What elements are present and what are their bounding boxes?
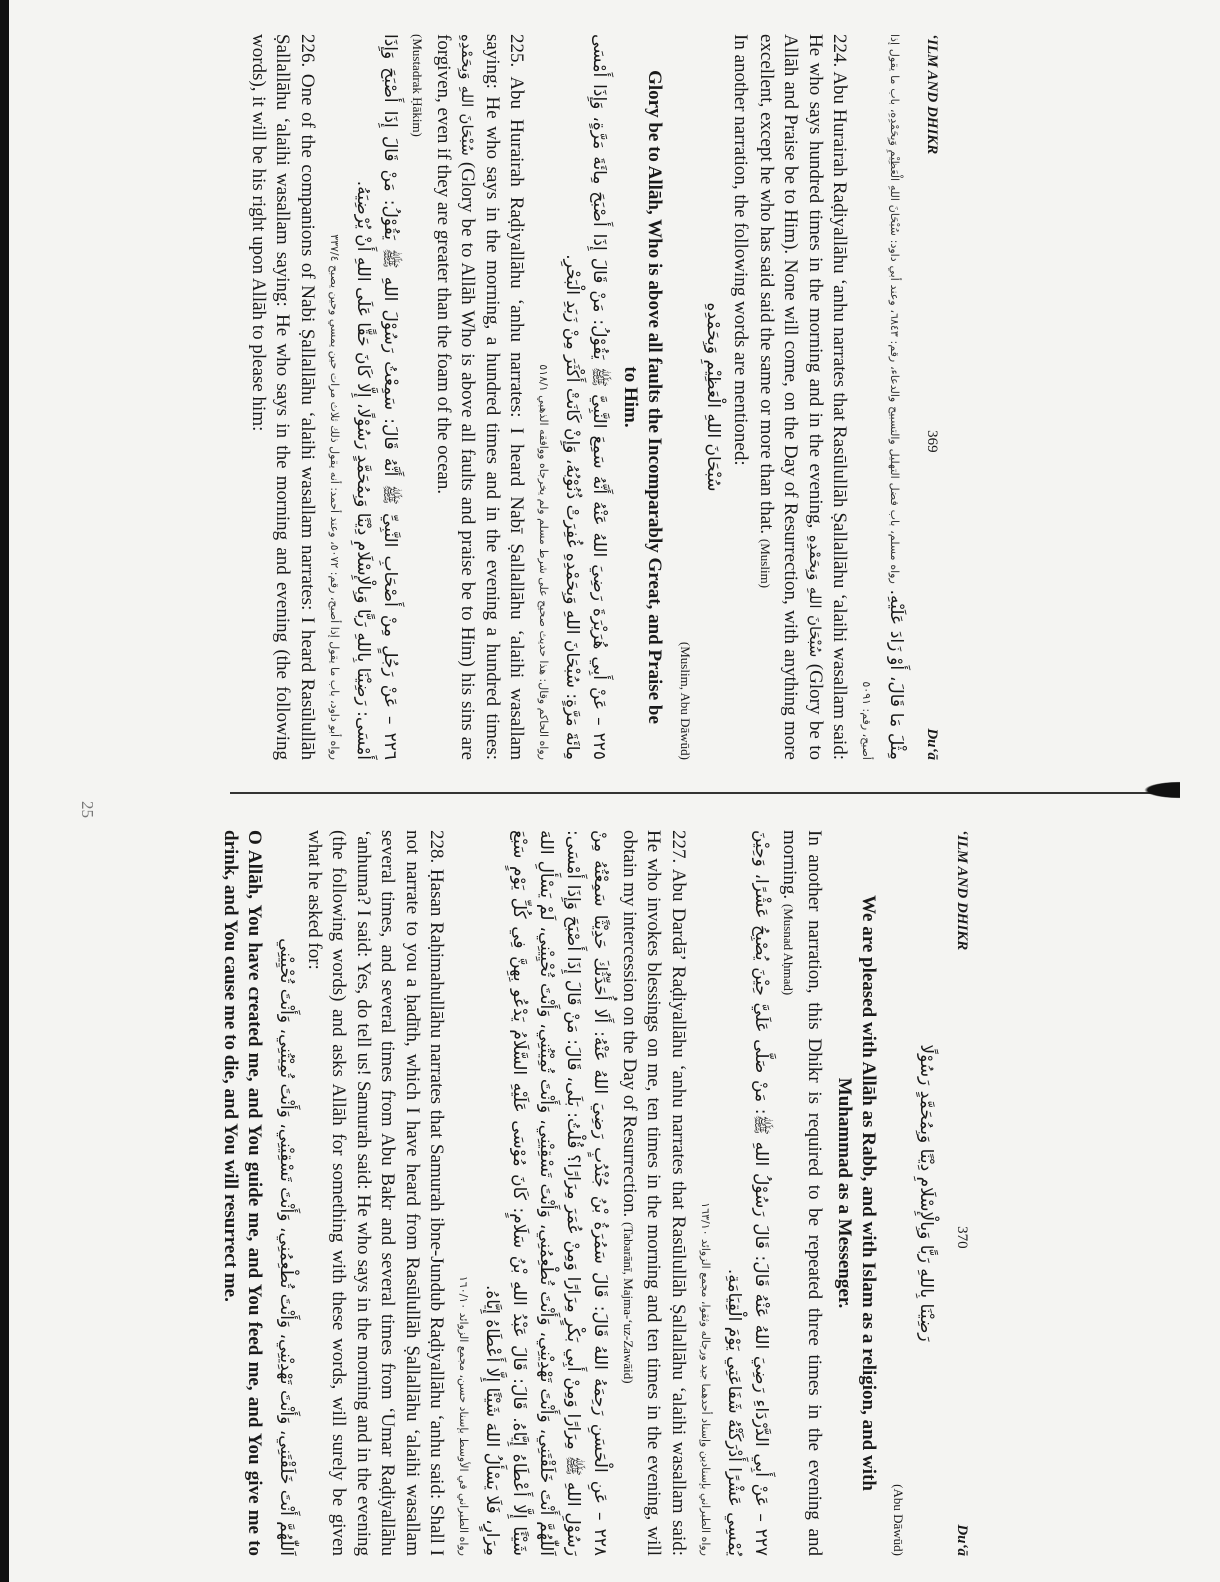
hadith-224 (728, 34, 852, 760)
header-chapter: Du‘ā (924, 728, 940, 760)
page-gutter (230, 792, 1180, 794)
header-book-title: ‘ILM AND DHIKR (954, 830, 970, 951)
binding-edge (0, 0, 9, 1582)
hadith-225-arabic: سُبْحَانَ اللهِ وَبِحَمْدِهِ (458, 34, 477, 156)
arabic-hadith: مِثْلَ مَا قَالَ، أَوْ زَادَ عَلَيْهِ. (886, 589, 907, 760)
arabic-hadith-228 (451, 830, 614, 1556)
dua-arabic: اَللّٰهُمَّ أَنْتَ خَلَقْتَنِي، وَأَنْتَ تَهْدِيْنِي، وَأَنْتَ تُطْعِمُنِي، وَأَنْتَ تَسْقِيْنِي، وَأَنْتَ تُمِيْتُنِي، وَأَنْتَ تُحْيِيْنِي (276, 938, 297, 1556)
arabic-text (854, 34, 910, 760)
hadith-224-text-b: (Glory be to Allāh and Praise be to Him). None will come, on the Day of Resurrection, with anything more excellent, except he who has said said the same or more than that. (756, 34, 826, 761)
page-number: 370 (954, 1226, 970, 1249)
dhikr-translation: We are pleased with Allāh as Rabb, and with Islam as a religion, and with Muhammad as a Messenger. (834, 895, 879, 1491)
hadith-225-text-b: (Glory be to Allāh Who is above all faults and praise be to Him) his sins are forgiven, even if they are greater than the foam of the ocean. (433, 34, 479, 760)
arabic-hadith-225 (531, 34, 613, 760)
hadith-227-ref: (Tabarānī, Majma-‘uz-Zawāid) (621, 1222, 636, 1384)
hadith-224-ref: (Muslim) (758, 538, 773, 589)
dhikr-translation: Glory be to Allāh, Who is above all faults the Incomparably Great, and Praise be to Him. (620, 70, 666, 724)
hadith-227-text: 227. Abu Dardā’ Raḍiyallāhu ‘anhu narrates that Rasūlullāh Ṣallallāhu ‘alaihi wasallam said: He who invokes blessings on me, ten times in the morning and ten times in the evening, will obtain my intercession on the Day of Resurrection. (619, 830, 689, 1556)
dhikr-reference: (Abu Dāwūd) (891, 1484, 907, 1556)
another-narration-ref: (Musnad Aḥmad) (781, 903, 797, 996)
spine-shadow (1120, 776, 1180, 804)
header-chapter: Du‘ā (954, 1524, 970, 1556)
arabic-hadith-225-text: ٢٢٥ – عَنْ أَبِي هُرَيْرَةَ رَضِيَ اللهُ عَنْهُ أَنَّهُ سَمِعَ النَّبِيَّ ﷺ يَقُوْلُ: مَنْ قَالَ إِذَا أَصْبَحَ مِائَةَ مَرَّةٍ، وَإِذَا أَمْسَى مِائَةَ مَرَّةٍ: سُبْحَانَ اللهِ وَبِحَمْدِهِ غُفِرَتْ ذُنُوْبُهُ، وَإِنْ كَانَتْ أَكْثَرَ مِنْ زَبَدِ الْبَحْرِ. (562, 34, 610, 760)
arabic-hadith-225-ref: رواه الحاكم وقال: هذا حديث صحيح على شرط مسلم ولم يخرجاه ووافقه الذهبي ٥١٨/١ (537, 364, 551, 760)
hadith-224-arabic: سُبْحَانَ اللهِ وَبِحَمْدِهِ (806, 534, 824, 658)
page-369 (100, 12, 950, 782)
hadith-224-text: 224. Abu Hurairah Raḍiyallāhu ‘anhu narrates that Rasūlullāh Ṣallallāhu ‘alaihi wasallam said: He who says hundred times in the morning and in the evening, (805, 34, 851, 760)
hadith-225-ref: (Mustadrak Ḥākim) (410, 34, 426, 137)
dhikr-reference: (Muslim, Abu Dāwūd) (678, 641, 693, 760)
margin-pencil-mark: 25 (78, 801, 97, 818)
hadith-225-text: 225. Abu Hurairah Raḍiyallāhu ‘anhu narrates: I heard Nabī Ṣallallāhu ‘alaihi wasallam saying: He who says in the morning, a hundred times and in the evening a hundred times: (482, 34, 528, 760)
dua-translation: O Allāh, You have created me, and You guide me, and You feed me, and You give me to drink, and You cause me to die, and You will resurrect me. (220, 830, 266, 1556)
page-370 (60, 808, 980, 1578)
dhikr-arabic: سُبْحَانَ اللهِ الْعَظِيْمِ وَبِحَمْدِهِ (703, 302, 723, 492)
running-header (920, 34, 945, 760)
arabic-hadith-227-ref: رواه الطبراني بإسنادين وإسناد أحدهما جيد ورجاله وثقوا، مجمع الزوائد ١٦٣/١٠ (699, 1202, 712, 1556)
header-book-title: ‘ILM AND DHIKR (924, 34, 940, 155)
arabic-hadith-226 (321, 34, 403, 760)
arabic-hadith-226-text: ٢٢٦ – عَنْ رَجُلٍ مِنْ أَصْحَابِ النَّبِيِّ ﷺ أَنَّهُ قَالَ: سَمِعْتُ رَسُوْلَ اللهِ ﷺ يَقُوْلُ: مَنْ قَالَ إِذَا أَصْبَحَ وَإِذَا أَمْسَى: رَضِيْنَا بِاللهِ رَبًّا وَبِالْإِسْلَامِ دِيْنًا وَبِمُحَمَّدٍ رَسُوْلًا، إِلَّا كَانَ حَقًّا عَلَى اللهِ أَنْ يُرْضِيَهُ. (353, 34, 400, 760)
dhikr-arabic: رَضِيْنَا بِاللهِ رَبًّا وَبِالْإِسْلَامِ دِيْنًا وَبِمُحَمَّدٍ رَسُوْلًا (916, 1044, 937, 1342)
hadith-227 (616, 830, 691, 1556)
arabic-hadith-227-text: ٢٢٧ – عَنْ أَبِي الدَّرْدَاءِ رَضِيَ اللهُ عَنْهُ قَالَ: قَالَ رَسُوْلُ اللهِ ﷺ: مَنْ صَلَّى عَلَيَّ حِيْنَ يُصْبِحُ عَشْرًا، وَحِيْنَ يُمْسِي عَشْرًا أَدْرَكَتْهُ شَفَاعَتِي يَوْمَ الْقِيَامَةِ. (724, 830, 771, 1556)
arabic-hadith-228-ref: رواه الطبراني في الأوسط بإسناد حسن، مجمع الزوائد ١٦٠/١٠ (457, 1275, 471, 1556)
another-narration-text: In another narration, this Dhikr is required to be repeated three times in the evening and morning. (779, 830, 825, 1556)
hadith-226: 226. One of the companions of Nabi Ṣallallāhu ‘alaihi wasallam narrates: I heard Rasūlullāh Ṣallallāhu ‘alaihi wasallam saying: He who says in the morning and evening (the following words), it will be his right upon Allāh to please him: (248, 34, 318, 760)
arabic-hadith-227 (692, 830, 774, 1556)
arabic-reference: رواه مسلم، باب فضل التهليل والتسبيح والدعاء، رقم: ٦٨٤٣، وعند أبي داود: سُبْحَانَ اللهِ الْعَظِيْمِ وَبِحَمْدِهِ، باب ما يقول إذا أصبح، رقم: ٥٠٩١ (860, 34, 902, 760)
hadith-224-note: In another narration, the following words are mentioned: (730, 34, 752, 466)
hadith-225 (405, 34, 529, 760)
arabic-hadith-226-ref: رواه أبو داود، باب ما يقول إذا أصبح، رقم: ٥٠٧٢، وعند أحمد: أنه يقول ذلك ثلاث مرات حين يمسي وحين يصبح ٣٣٧/٤ (328, 234, 341, 760)
hadith-228: 228. Ḥasan Raḥimahullāhu narrates that Samurah ibne-Jundub Raḍiyallāhu ‘anhu said: Shall I not narrate to you a ḥadīth, which I have heard from Rasūlullāh Ṣallallāhu ‘alaihi wasallam several times, and several times from Abu Bakr and several times from ‘Umar Raḍiyallāhu ‘anhuma? I said: Yes, do tell us! Samurah said: He who says in the morning and in the evening (the following words) and asks Allāh for something with these words, will surely be given what he asked for: (304, 830, 448, 1556)
page-369-area (100, 12, 950, 782)
arabic-hadith-228-text: ٢٢٨ – عَنِ الْحَسَنِ رَحِمَهُ اللهُ قَالَ: قَالَ سَمُرَةُ بْنُ جُنْدُبٍ رَضِيَ اللهُ عَنْهُ: أَلَا أُحَدِّثُكَ حَدِيْثًا سَمِعْتُهُ مِنْ رَسُوْلِ اللهِ ﷺ مِرَارًا وَمِنْ أَبِي بَكْرٍ مِرَارًا وَمِنْ عُمَرَ مِرَارًا؟ قُلْتُ: بَلَى، قَالَ: مَنْ قَالَ إِذَا أَصْبَحَ وَإِذَا أَمْسَى: اَللّٰهُمَّ أَنْتَ خَلَقْتَنِي، وَأَنْتَ تَهْدِيْنِي، وَأَنْتَ تُطْعِمُنِي، وَأَنْتَ تَسْقِيْنِي، وَأَنْتَ تُمِيْتُنِي، وَأَنْتَ تُحْيِيْنِي، لَمْ يَسْأَلِ اللهَ شَيْئًا إِلَّا أَعْطَاهُ إِيَّاهُ. قَالَ: قَالَ عَبْدُ اللهِ بْنُ سَلَامٍ: كَانَ مُوْسَى عَلَيْهِ السَّلَامُ يَدْعُو بِهِنَّ فِي كُلِّ يَوْمٍ سَبْعَ مِرَارٍ، فَلَا يَسْأَلُ اللهَ شَيْئًا إِلَّا أَعْطَاهُ إِيَّاهُ. (482, 830, 611, 1556)
page-370-area (60, 808, 980, 1578)
another-narration (776, 830, 826, 1556)
page-number: 369 (924, 430, 940, 453)
running-header (950, 830, 975, 1556)
